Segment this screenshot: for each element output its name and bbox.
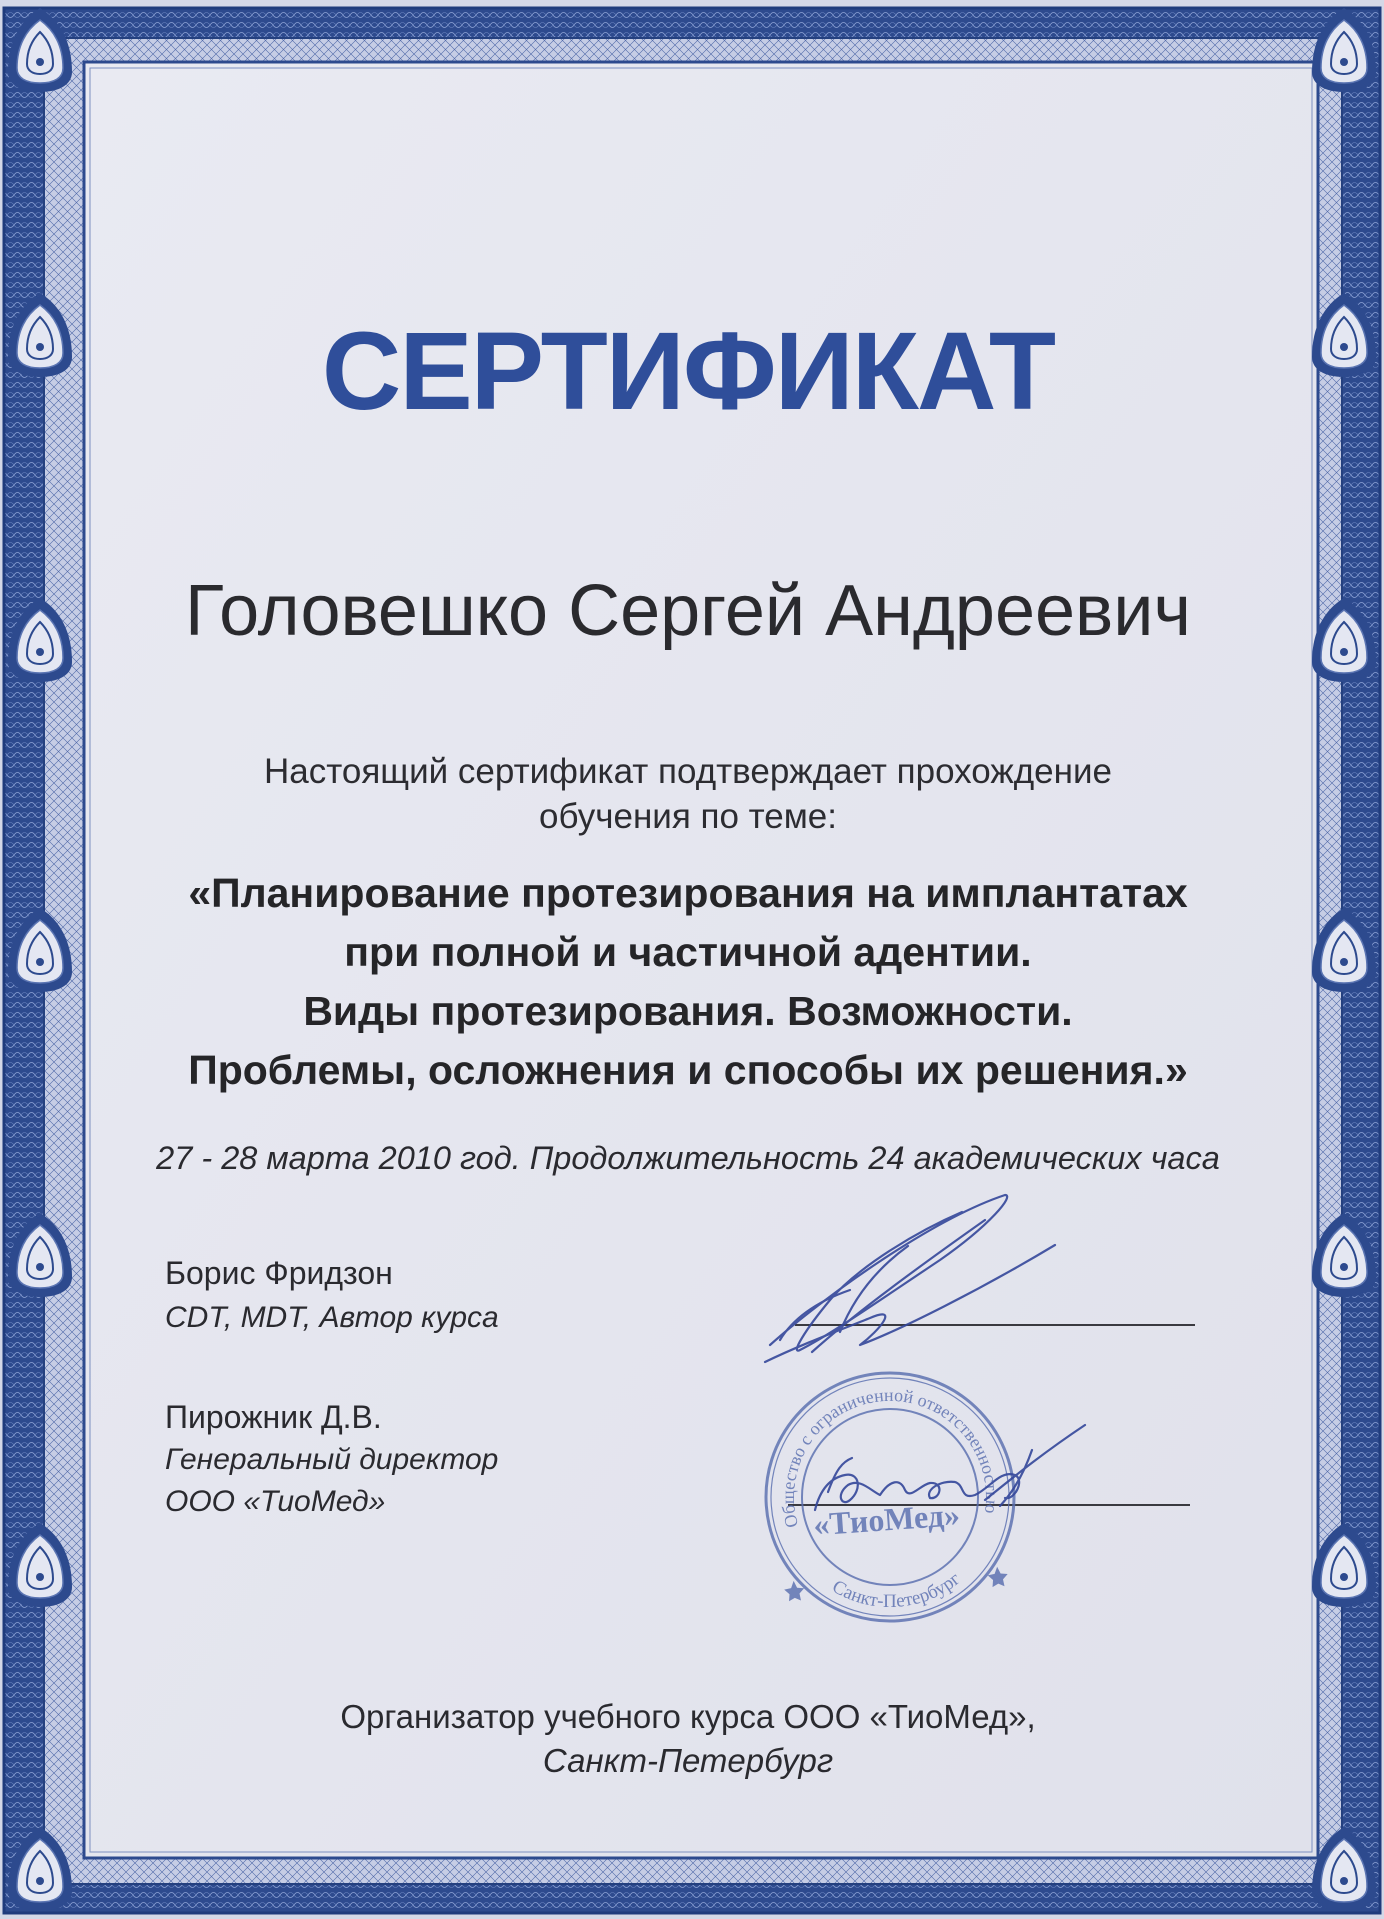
course-title-line: Виды протезирования. Возможности. <box>303 988 1073 1034</box>
signatory-director-name: Пирожник Д.В. <box>165 1399 382 1435</box>
stamp-top-text: Общество с ограниченной ответственностью <box>777 1384 1003 1530</box>
stamp-center-text: «ТиоМед» <box>812 1496 961 1543</box>
signatory-director-role: Генеральный директор <box>165 1443 499 1476</box>
signatory-author-name: Борис Фридзон <box>165 1255 393 1291</box>
signatory-director-company: ООО «ТиоМед» <box>165 1485 386 1518</box>
course-dates-duration: 27 - 28 марта 2010 год. Продолжительность 24 академических часа <box>156 1140 1220 1176</box>
signatory-author-role: CDT, MDT, Автор курса <box>165 1301 499 1334</box>
statement-line: Настоящий сертификат подтверждает прохождение <box>264 752 1112 791</box>
course-title-line: при полной и частичной адентии. <box>344 929 1032 975</box>
organizer-text: Организатор учебного курса ООО «ТиоМед», <box>340 1698 1036 1735</box>
statement-line: обучения по теме: <box>539 797 837 836</box>
course-title <box>0 864 1376 1100</box>
organizer-city: Санкт-Петербург <box>542 1742 834 1779</box>
signature-line-author <box>795 1324 1195 1326</box>
course-title-line: «Планирование протезирования на имплантатах <box>188 870 1188 916</box>
course-title-line: Проблемы, осложнения и способы их решения.» <box>188 1047 1188 1093</box>
statement-text <box>0 749 1376 839</box>
recipient-name: Головешко Сергей Андреевич <box>184 571 1192 651</box>
stamp-bottom-text: Санкт-Петербург <box>828 1568 965 1613</box>
signature-line-director <box>788 1504 1190 1506</box>
certificate-title: СЕРТИФИКАТ <box>321 310 1055 433</box>
